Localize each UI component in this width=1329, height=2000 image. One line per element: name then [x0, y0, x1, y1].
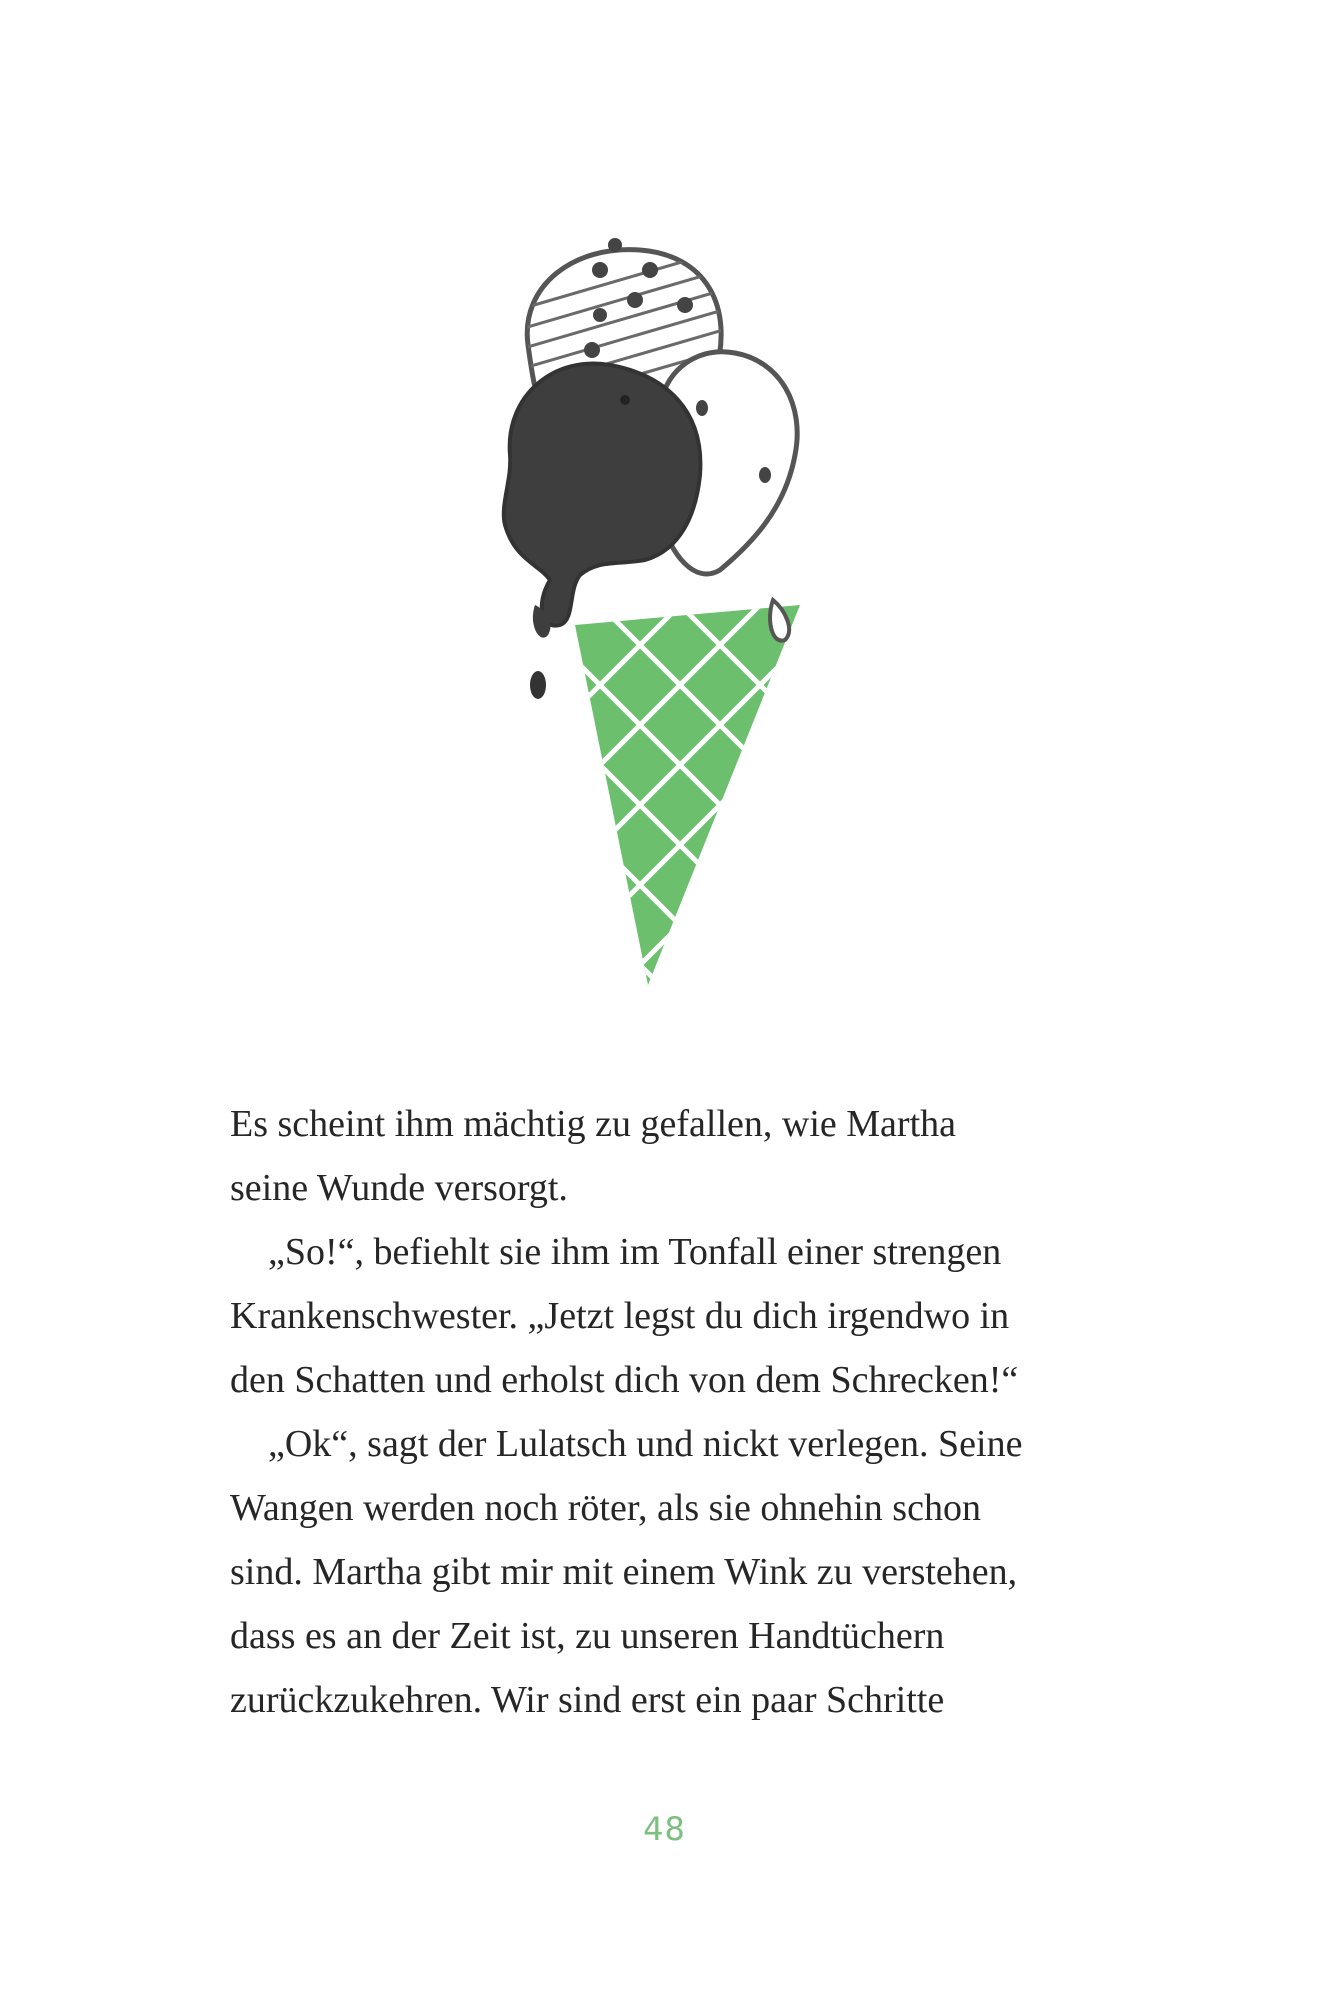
text-line: Wangen werden noch röter, als sie ohnehin schon	[230, 1487, 981, 1529]
text-line: dass es an der Zeit ist, zu unseren Handtüchern	[230, 1615, 945, 1657]
text-line: zurückzukehren. Wir sind erst ein paar Schritte	[230, 1679, 945, 1721]
text-line: sind. Martha gibt mir mit einem Wink zu verstehen,	[230, 1551, 1018, 1593]
text-line: seine Wunde versorgt.	[230, 1167, 568, 1209]
body-text	[230, 1092, 1130, 1732]
text-line: den Schatten und erholst dich von dem Schrecken!“	[230, 1359, 1019, 1401]
page-number: 48	[643, 1810, 686, 1848]
text-line: „Ok“, sagt der Lulatsch und nickt verlegen. Seine	[268, 1423, 1023, 1465]
text-line: „So!“, befiehlt sie ihm im Tonfall einer strengen	[268, 1231, 1002, 1273]
text-line: Es scheint ihm mächtig zu gefallen, wie Martha	[230, 1103, 956, 1145]
waffle-cone	[480, 525, 880, 1025]
text-line: Krankenschwester. „Jetzt legst du dich irgendwo in	[230, 1295, 1010, 1337]
ice-cream-cone-illustration	[480, 225, 880, 1025]
